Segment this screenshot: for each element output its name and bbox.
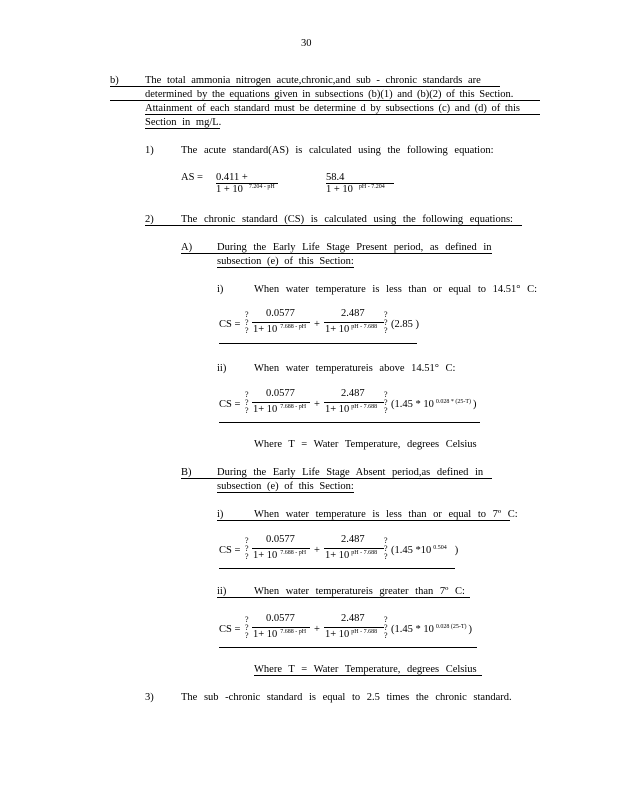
eq-exp: pH - 7.688 xyxy=(351,629,378,635)
eq-b2-bar2 xyxy=(324,627,384,628)
eq-a1-num1: 0.0577 xyxy=(266,308,295,319)
page-number: 30 xyxy=(301,38,312,49)
eq-a2-bar1 xyxy=(252,402,310,403)
eq-a1-bar2 xyxy=(324,322,384,323)
eq-b1-bar2 xyxy=(324,548,384,549)
eq-b2-plus: + xyxy=(314,624,320,635)
acute-frac2-den xyxy=(326,184,385,195)
underline-bsec1 xyxy=(181,478,492,479)
eq-exp: pH - 7.688 xyxy=(351,404,378,410)
bracket-glyph: ? xyxy=(384,544,388,553)
underline-bsec2 xyxy=(217,492,354,493)
eq-a2-lhs: CS = xyxy=(219,399,241,410)
eq-b1-bracket xyxy=(245,537,249,561)
item2-text: The chronic standard (CS) is calculated using the following equations: xyxy=(181,214,513,225)
eq-a1-bar1 xyxy=(252,322,310,323)
bracket-glyph: ? xyxy=(384,318,388,327)
section-b-marker: b) xyxy=(110,75,119,86)
eq-a1-den1 xyxy=(253,324,306,335)
eq-b2-tail xyxy=(391,624,472,635)
bracket-glyph: ? xyxy=(245,318,249,327)
acute-frac2-num: 58.4 xyxy=(326,172,345,183)
eq-a1-tail: (2.85 ) xyxy=(391,319,419,330)
eq-tail-exp: 0.028 * (25-T) xyxy=(435,399,472,405)
acute-equation-lhs: AS = xyxy=(181,172,203,183)
subsection-b-ii-text: When water temperatureis greater than 7º C: xyxy=(254,586,465,597)
subsection-a-line1: During the Early Life Stage Present period, as defined in xyxy=(217,242,492,253)
eq-a2-den2 xyxy=(325,404,377,415)
eq-a2-underline xyxy=(219,422,480,423)
bracket-glyph: ? xyxy=(384,398,388,407)
eq-den-text: 1+ 10 xyxy=(325,404,350,415)
bracket-glyph: ? xyxy=(245,406,249,415)
eq-exp: pH - 7.688 xyxy=(351,324,378,330)
bracket-glyph: ? xyxy=(245,326,249,335)
bracket-glyph: ? xyxy=(245,398,249,407)
subsection-b-marker: B) xyxy=(181,467,192,478)
underline-item2 xyxy=(145,225,522,226)
underline-a2 xyxy=(217,267,354,268)
underline-b-ii xyxy=(217,597,470,598)
underline-b-i xyxy=(217,520,510,521)
section-b-line3: Attainment of each standard must be determine d by subsections (c) and (d) of this xyxy=(145,103,520,114)
section-b-line1: The total ammonia nitrogen acute,chronic,and sub - chronic standards are xyxy=(145,75,481,86)
bracket-glyph: ? xyxy=(245,390,249,399)
acute-frac2-exp: pH - 7.204 xyxy=(358,184,385,190)
underline-b4 xyxy=(145,128,220,129)
eq-exp: 7.688 - pH xyxy=(280,550,307,556)
item3-marker: 3) xyxy=(145,692,154,703)
eq-a1-bracket-right xyxy=(384,311,388,335)
eq-a1-underline xyxy=(219,343,417,344)
bracket-glyph: ? xyxy=(384,552,388,561)
underline-b1 xyxy=(110,86,500,87)
eq-b1-num1: 0.0577 xyxy=(266,534,295,545)
eq-b2-num2: 2.487 xyxy=(341,613,365,624)
where-a: Where T = Water Temperature, degrees Celsius xyxy=(254,439,477,450)
eq-tail-exp: 0.504 xyxy=(433,545,447,551)
bracket-glyph: ? xyxy=(384,623,388,632)
eq-a2-plus: + xyxy=(314,399,320,410)
subsection-a-ii-marker: ii) xyxy=(217,363,227,374)
subsection-b-ii-marker: ii) xyxy=(217,586,227,597)
eq-den-text: 1+ 10 xyxy=(253,324,278,335)
eq-b1-bracket-right xyxy=(384,537,388,561)
eq-tail-text: (1.45 *10 xyxy=(391,545,432,556)
bracket-glyph: ? xyxy=(384,406,388,415)
eq-close: ) xyxy=(468,624,473,635)
subsection-a-marker: A) xyxy=(181,242,193,253)
eq-a1-den2 xyxy=(325,324,377,335)
item3-text: The sub -chronic standard is equal to 2.5 times the chronic standard. xyxy=(181,692,512,703)
eq-exp: 7.688 - pH xyxy=(280,629,307,635)
eq-den-text: 1+ 10 xyxy=(325,550,350,561)
eq-b1-tail xyxy=(391,545,458,556)
eq-den-text: 1+ 10 xyxy=(253,404,278,415)
acute-frac1-num: 0.411 + xyxy=(216,172,248,183)
underline-b2 xyxy=(110,100,540,101)
acute-frac1-den-text: 1 + 10 xyxy=(216,184,243,195)
bracket-glyph: ? xyxy=(245,536,249,545)
eq-b1-plus: + xyxy=(314,545,320,556)
eq-a2-bar2 xyxy=(324,402,384,403)
eq-b2-den1 xyxy=(253,629,306,640)
eq-den-text: 1+ 10 xyxy=(325,324,350,335)
eq-b1-den2 xyxy=(325,550,377,561)
eq-tail-exp: 0.028 (25-T) xyxy=(435,624,467,630)
eq-exp: 7.688 - pH xyxy=(280,404,307,410)
bracket-glyph: ? xyxy=(245,615,249,624)
eq-a1-plus: + xyxy=(314,319,320,330)
bracket-glyph: ? xyxy=(384,310,388,319)
eq-close: ) xyxy=(473,399,477,410)
eq-den-text: 1+ 10 xyxy=(325,629,350,640)
eq-b2-bar1 xyxy=(252,627,310,628)
bracket-glyph: ? xyxy=(245,631,249,640)
bracket-glyph: ? xyxy=(245,310,249,319)
subsection-a-i-marker: i) xyxy=(217,284,224,295)
eq-a2-bracket xyxy=(245,391,249,415)
eq-a1-lhs: CS = xyxy=(219,319,241,330)
bracket-glyph: ? xyxy=(384,631,388,640)
bracket-glyph: ? xyxy=(245,552,249,561)
bracket-glyph: ? xyxy=(245,544,249,553)
subsection-b-line2: subsection (e) of this Section: xyxy=(217,481,354,492)
eq-a2-tail xyxy=(391,399,477,410)
eq-a1-bracket xyxy=(245,311,249,335)
bracket-glyph: ? xyxy=(384,390,388,399)
item1-marker: 1) xyxy=(145,145,154,156)
eq-b2-underline xyxy=(219,647,477,648)
bracket-glyph: ? xyxy=(384,536,388,545)
underline-a1 xyxy=(181,253,492,254)
acute-frac2-den-text: 1 + 10 xyxy=(326,184,353,195)
eq-a2-num2: 2.487 xyxy=(341,388,365,399)
subsection-a-i-text: When water temperature is less than or equal to 14.51° C: xyxy=(254,284,538,295)
eq-a2-num1: 0.0577 xyxy=(266,388,295,399)
acute-frac1-den xyxy=(216,184,275,195)
underline-where-b xyxy=(254,675,482,676)
eq-a2-den1 xyxy=(253,404,306,415)
eq-exp: pH - 7.688 xyxy=(351,550,378,556)
eq-b2-bracket-right xyxy=(384,616,388,640)
bracket-glyph: ? xyxy=(384,326,388,335)
eq-b2-den2 xyxy=(325,629,377,640)
subsection-a-line2: subsection (e) of this Section: xyxy=(217,256,354,267)
eq-b1-underline xyxy=(219,568,455,569)
item1-text: The acute standard(AS) is calculated using the following equation: xyxy=(181,145,494,156)
bracket-glyph: ? xyxy=(384,615,388,624)
eq-a1-num2: 2.487 xyxy=(341,308,365,319)
eq-a2-bracket-right xyxy=(384,391,388,415)
where-b: Where T = Water Temperature, degrees Celsius xyxy=(254,664,477,675)
eq-tail-text: (1.45 * 10 xyxy=(391,624,434,635)
underline-b3 xyxy=(145,114,540,115)
section-b-line2: determined by the equations given in subsections (b)(1) and (b)(2) of this Section. xyxy=(145,89,514,100)
eq-den-text: 1+ 10 xyxy=(253,629,278,640)
eq-tail-text: (1.45 * 10 xyxy=(391,399,434,410)
eq-b1-lhs: CS = xyxy=(219,545,241,556)
subsection-a-ii-text: When water temperatureis above 14.51° C: xyxy=(254,363,456,374)
acute-frac1-exp: 7.204 - pH xyxy=(248,184,275,190)
eq-b1-den1 xyxy=(253,550,306,561)
eq-exp: 7.688 - pH xyxy=(280,324,307,330)
eq-b2-bracket xyxy=(245,616,249,640)
eq-b1-bar1 xyxy=(252,548,310,549)
subsection-b-i-marker: i) xyxy=(217,509,224,520)
bracket-glyph: ? xyxy=(245,623,249,632)
eq-b2-lhs: CS = xyxy=(219,624,241,635)
section-b-line4: Section in mg/L. xyxy=(145,117,222,128)
item2-marker: 2) xyxy=(145,214,154,225)
eq-den-text: 1+ 10 xyxy=(253,550,278,561)
subsection-b-i-text: When water temperature is less than or equal to 7º C: xyxy=(254,509,518,520)
eq-b2-num1: 0.0577 xyxy=(266,613,295,624)
subsection-b-line1: During the Early Life Stage Absent period,as defined in xyxy=(217,467,484,478)
eq-close: ) xyxy=(454,545,459,556)
eq-b1-num2: 2.487 xyxy=(341,534,365,545)
